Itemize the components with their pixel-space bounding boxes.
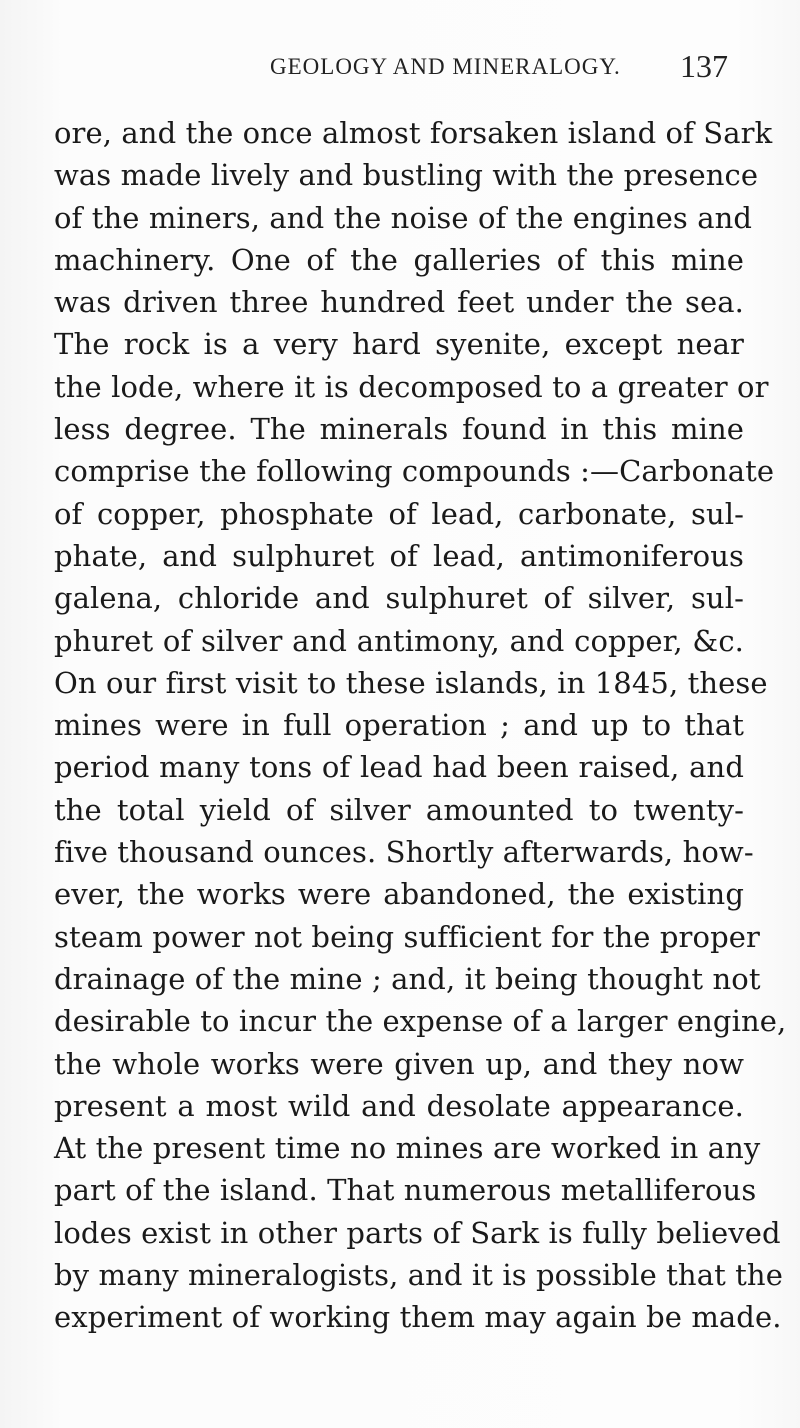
text-line: steam power not being sufficient for the proper <box>54 919 760 954</box>
text-line: of copper, phosphate of lead, carbonate, sul- <box>54 496 744 531</box>
text-line: drainage of the mine ; and, it being thought not <box>54 961 761 996</box>
text-line: phate, and sulphuret of lead, antimoniferous <box>54 538 744 573</box>
text-line: At the present time no mines are worked in any <box>54 1131 761 1166</box>
text-line: part of the island. That numerous metalliferous <box>54 1173 757 1208</box>
text-line: lodes exist in other parts of Sark is fully believed <box>54 1215 781 1250</box>
text-line: less degree. The minerals found in this mine <box>54 412 744 447</box>
text-line: experiment of working them may again be made. <box>54 1300 782 1335</box>
body-paragraph <box>54 112 787 1339</box>
text-line: period many tons of lead had been raised, and <box>54 750 744 785</box>
text-line: by many mineralogists, and it is possible that the <box>54 1258 783 1293</box>
text-line: was made lively and bustling with the presence <box>54 158 759 193</box>
text-line: mines were in full operation ; and up to that <box>54 708 744 743</box>
text-line: On our first visit to these islands, in 1845, these <box>54 665 768 700</box>
text-line: the total yield of silver amounted to twenty- <box>54 792 744 827</box>
text-line: ore, and the once almost forsaken island of Sark <box>54 116 773 150</box>
running-title: GEOLOGY AND MINERALOGY. <box>270 54 621 79</box>
text-line: the whole works were given up, and they now <box>54 1046 744 1081</box>
text-line: the lode, where it is decomposed to a greater or <box>54 369 769 404</box>
text-line: of the miners, and the noise of the engines and <box>54 200 753 235</box>
text-line: machinery. One of the galleries of this mine <box>54 242 744 277</box>
page-number: 137 <box>680 48 728 84</box>
text-line: five thousand ounces. Shortly afterwards, how- <box>54 835 754 870</box>
text-line: galena, chloride and sulphuret of silver, sul- <box>54 581 744 616</box>
text-line: desirable to incur the expense of a larger engine, <box>54 1004 787 1039</box>
text-line: phuret of silver and antimony, and copper, &c. <box>54 623 744 658</box>
text-line: ever, the works were abandoned, the existing <box>54 877 744 912</box>
text-line: was driven three hundred feet under the sea. <box>54 285 744 320</box>
text-line: The rock is a very hard syenite, except near <box>54 327 744 362</box>
text-line: comprise the following compounds :—Carbonate <box>54 454 775 489</box>
text-line: present a most wild and desolate appearance. <box>54 1088 744 1123</box>
